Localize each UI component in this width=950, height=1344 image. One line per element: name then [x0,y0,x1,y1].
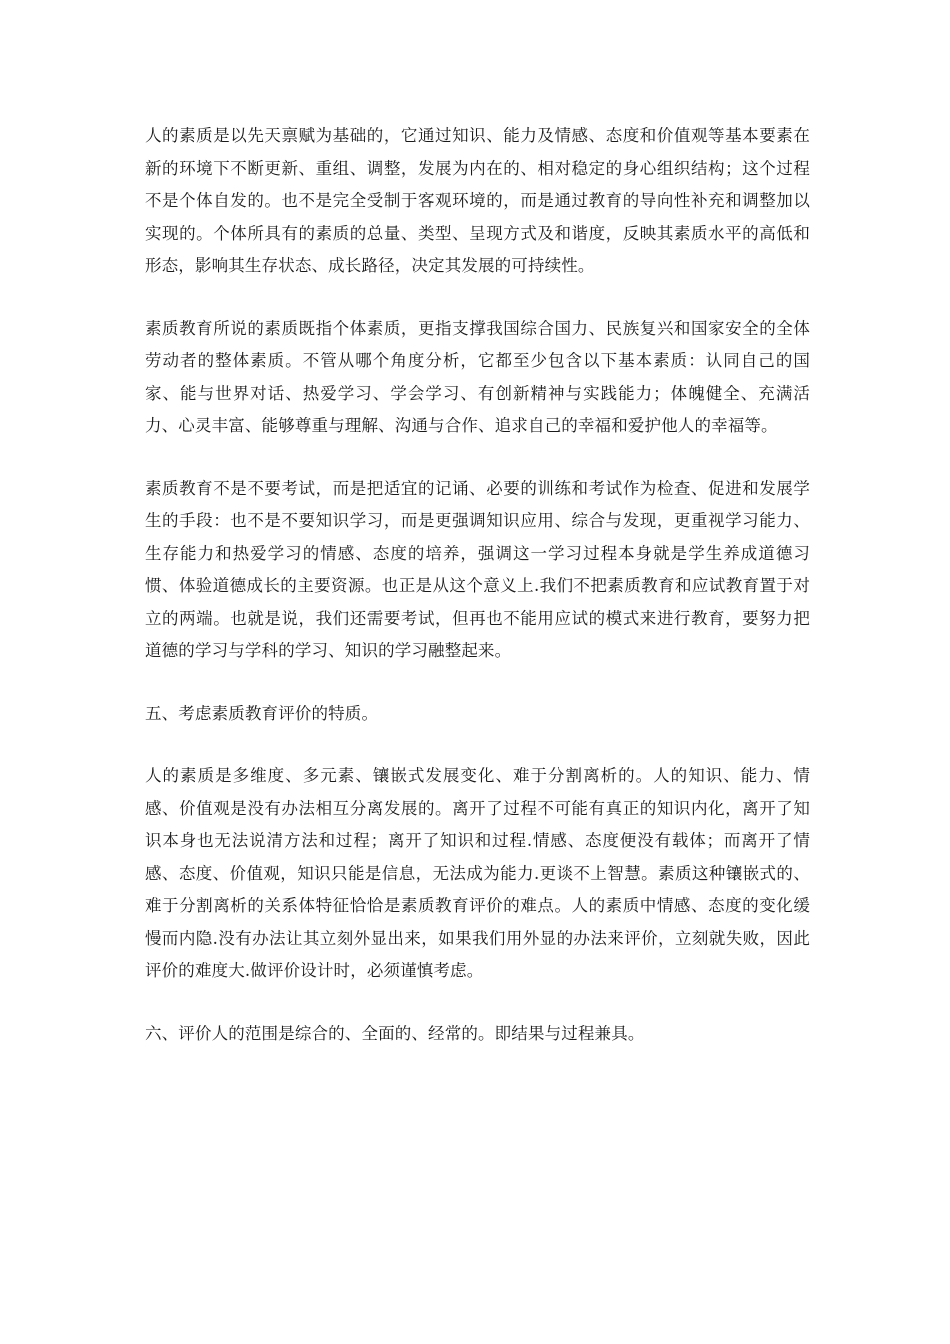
section-heading-five: 五、考虑素质教育评价的特质。 [145,703,379,723]
paragraph-exams-and-learning: 素质教育不是不要考试，而是把适宜的记诵、必要的训练和考试作为检查、促进和发展学生的手段：也不是不要知识学习，而是更强调知识应用、综合与发现，更重视学习能力、生存能力和热爱学习的情感、态度的培养，强调这一学习过程本身就是学生养成道德习惯、体验道德成长的主要资源。也正是从这个意义上.我们不把素质教育和应试教育置于对立的两端。也就是说，我们还需要考试，但再也不能用应试的模式来进行教育，要努力把道德的学习与学科的学习、知识的学习融整起来。 [145,478,810,660]
document-body [145,120,810,1080]
paragraph-quality-definition: 人的素质是以先天禀赋为基础的，它通过知识、能力及情感、态度和价值观等基本要素在新的环境下不断更新、重组、调整，发展为内在的、相对稳定的身心组织结构；这个过程不是个体自发的。也不是完全受制于客观环境的，而是通过教育的导向性补充和调整加以实现的。个体所具有的素质的总量、类型、呈现方式及和谐度，反映其素质水平的高低和形态，影响其生存状态、成长路径，决定其发展的可持续性。 [145,126,810,275]
section-heading-six: 六、评价人的范围是综合的、全面的、经常的。即结果与过程兼具。 [145,1023,645,1043]
paragraph-evaluation-difficulty: 人的素质是多维度、多元素、镶嵌式发展变化、难于分割离析的。人的知识、能力、情感、价值观是没有办法相互分离发展的。离开了过程不可能有真正的知识内化，离开了知识本身也无法说清方法和过程；离开了知识和过程.情感、态度便没有载体；而离开了情感、态度、价值观，知识只能是信息，无法成为能力.更谈不上智慧。素质这种镶嵌式的、难于分割离析的关系体特征恰恰是素质教育评价的难点。人的素质中情感、态度的变化缓慢而内隐.没有办法让其立刻外显出来，如果我们用外显的办法来评价，立刻就失败，因此评价的难度大.做评价设计时，必须谨慎考虑。 [145,766,810,980]
paragraph-quality-education-scope: 素质教育所说的素质既指个体素质，更指支撑我国综合国力、民族复兴和国家安全的全体劳动者的整体素质。不管从哪个角度分析，它都至少包含以下基本素质：认同自己的国家、能与世界对话、热爱学习、学会学习、有创新精神与实践能力；体魄健全、充满活力、心灵丰富、能够尊重与理解、沟通与合作、追求自己的幸福和爱护他人的幸福等。 [145,318,810,435]
